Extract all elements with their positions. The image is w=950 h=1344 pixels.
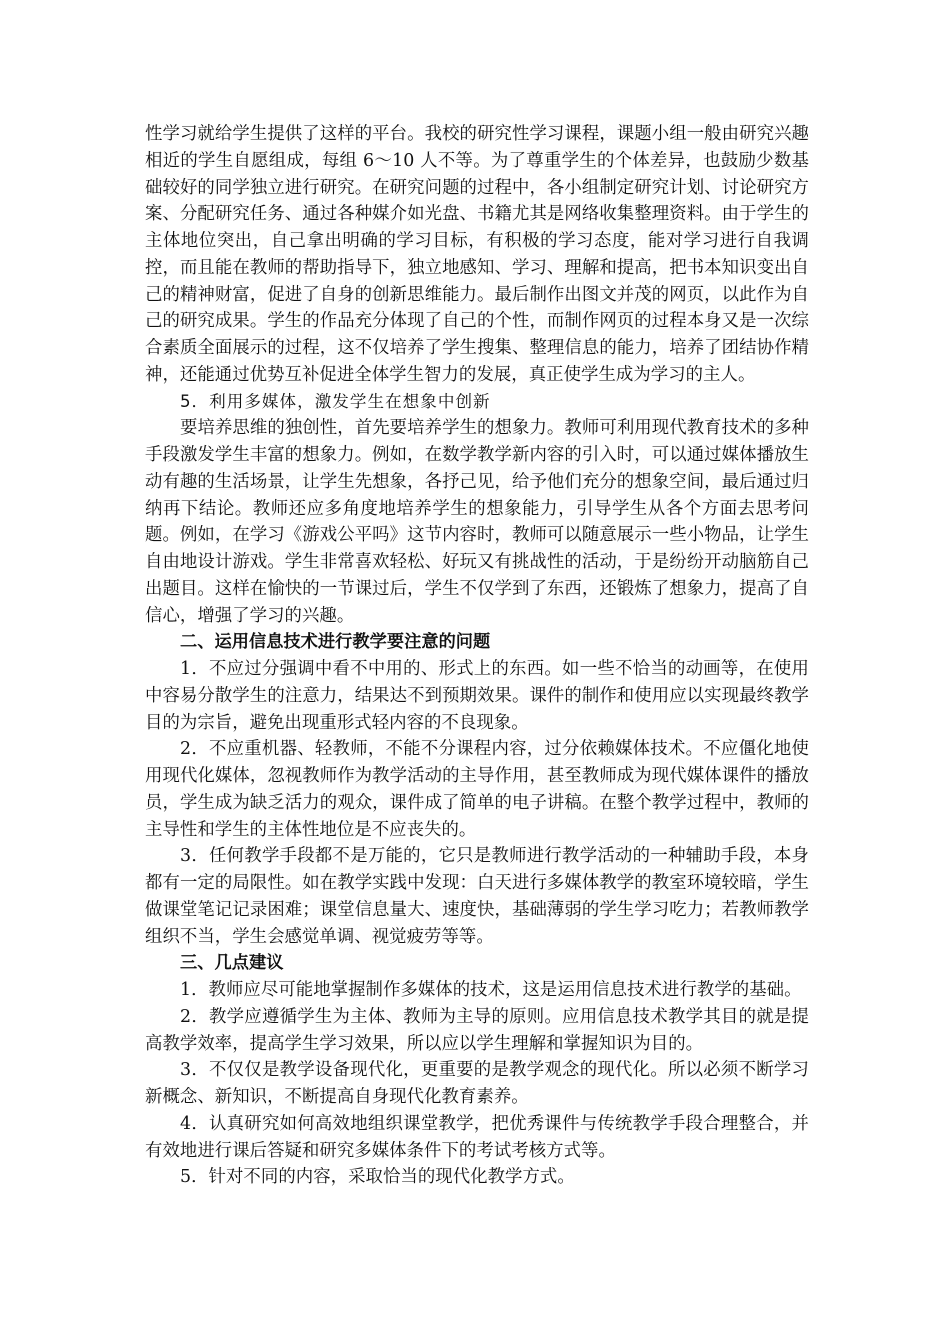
issue-item-1: 1．不应过分强调中看不中用的、形式上的东西。如一些不恰当的动画等，在使用中容易分散学生的注意力，结果达不到预期效果。课件的制作和使用应以实现最终教学目的为宗旨，避免出现重形式轻内容的不良现象。: [145, 659, 809, 733]
suggestion-item-4: 4．认真研究如何高效地组织课堂教学，把优秀课件与传统教学手段合理整合，并有效地进行课后答疑和研究多媒体条件下的考试考核方式等。: [145, 1113, 809, 1161]
paragraph-imagination: 要培养思维的独创性，首先要培养学生的想象力。教师可利用现代教育技术的多种手段激发学生丰富的想象力。例如，在数学教学新内容的引入时，可以通过媒体播放生动有趣的生活场景，让学生先想象，各抒己见，给予他们充分的想象空间，最后通过归纳再下结论。教师还应多角度地培养学生的想象能力，引导学生从各个方面去思考问题。例如，在学习《游戏公平吗》这节内容时，教师可以随意展示一些小物品，让学生自由地设计游戏。学生非常喜欢轻松、好玩又有挑战性的活动，于是纷纷开动脑筋自己出题目。这样在愉快的一节课过后，学生不仅学到了东西，还锻炼了想象力，提高了自信心，增强了学习的兴趣。: [145, 418, 809, 626]
suggestion-item-1: 1．教师应尽可能地掌握制作多媒体的技术，这是运用信息技术进行教学的基础。: [180, 980, 802, 1000]
suggestion-item-3: 3．不仅仅是教学设备现代化，更重要的是教学观念的现代化。所以必须不断学习新概念、新知识，不断提高自身现代化教育素养。: [145, 1060, 809, 1107]
issue-item-2: 2．不应重机器、轻教师，不能不分课程内容，过分依赖媒体技术。不应僵化地使用现代化媒体，忽视教师作为教学活动的主导作用，甚至教师成为现代媒体课件的播放员，学生成为缺乏活力的观众，课件成了简单的电子讲稿。在整个教学过程中，教师的主导性和学生的主体性地位是不应丧失的。: [145, 739, 809, 840]
issue-item-3: 3．任何教学手段都不是万能的，它只是教师进行教学活动的一种辅助手段，本身都有一定的局限性。如在教学实践中发现：白天进行多媒体教学的教室环境较暗，学生做课堂笔记记录困难；课堂信息量大、速度快，基础薄弱的学生学习吃力；若教师教学组织不当，学生会感觉单调、视觉疲劳等等。: [145, 846, 809, 947]
paragraph-continuation: 性学习就给学生提供了这样的平台。我校的研究性学习课程，课题小组一般由研究兴趣相近的学生自愿组成，每组 6～10 人不等。为了尊重学生的个体差异，也鼓励少数基础较好的同学独立进行研究。在研究问题的过程中，各小组制定研究计划、讨论研究方案、分配研究任务、通过各种媒介如光盘、书籍尤其是网络收集整理资料。由于学生的主体地位突出，自己拿出明确的学习目标，有积极的学习态度，能对学习进行自我调控，而且能在教师的帮助指导下，独立地感知、学习、理解和提高，把书本知识变出自己的精神财富，促进了自身的创新思维能力。最后制作出图文并茂的网页，以此作为自己的研究成果。学生的作品充分体现了自己的个性，而制作网页的过程本身又是一次综合素质全面展示的过程，这不仅培养了学生搜集、整理信息的能力，培养了团结协作精神，还能通过优势互补促进全体学生智力的发展，真正使学生成为学习的主人。: [145, 124, 809, 385]
suggestion-item-2: 2．教学应遵循学生为主体、教师为主导的原则。应用信息技术教学其目的就是提高教学效率，提高学生学习效果，所以应以学生理解和掌握知识为目的。: [145, 1006, 809, 1054]
subsection-heading-5: 5．利用多媒体，激发学生在想象中创新: [180, 391, 491, 411]
document-page: [145, 121, 809, 1191]
section-heading-3: 三、几点建议: [180, 953, 284, 974]
suggestion-item-5: 5．针对不同的内容，采取恰当的现代化教学方式。: [180, 1167, 575, 1188]
section-heading-2: 二、运用信息技术进行教学要注意的问题: [180, 632, 491, 653]
